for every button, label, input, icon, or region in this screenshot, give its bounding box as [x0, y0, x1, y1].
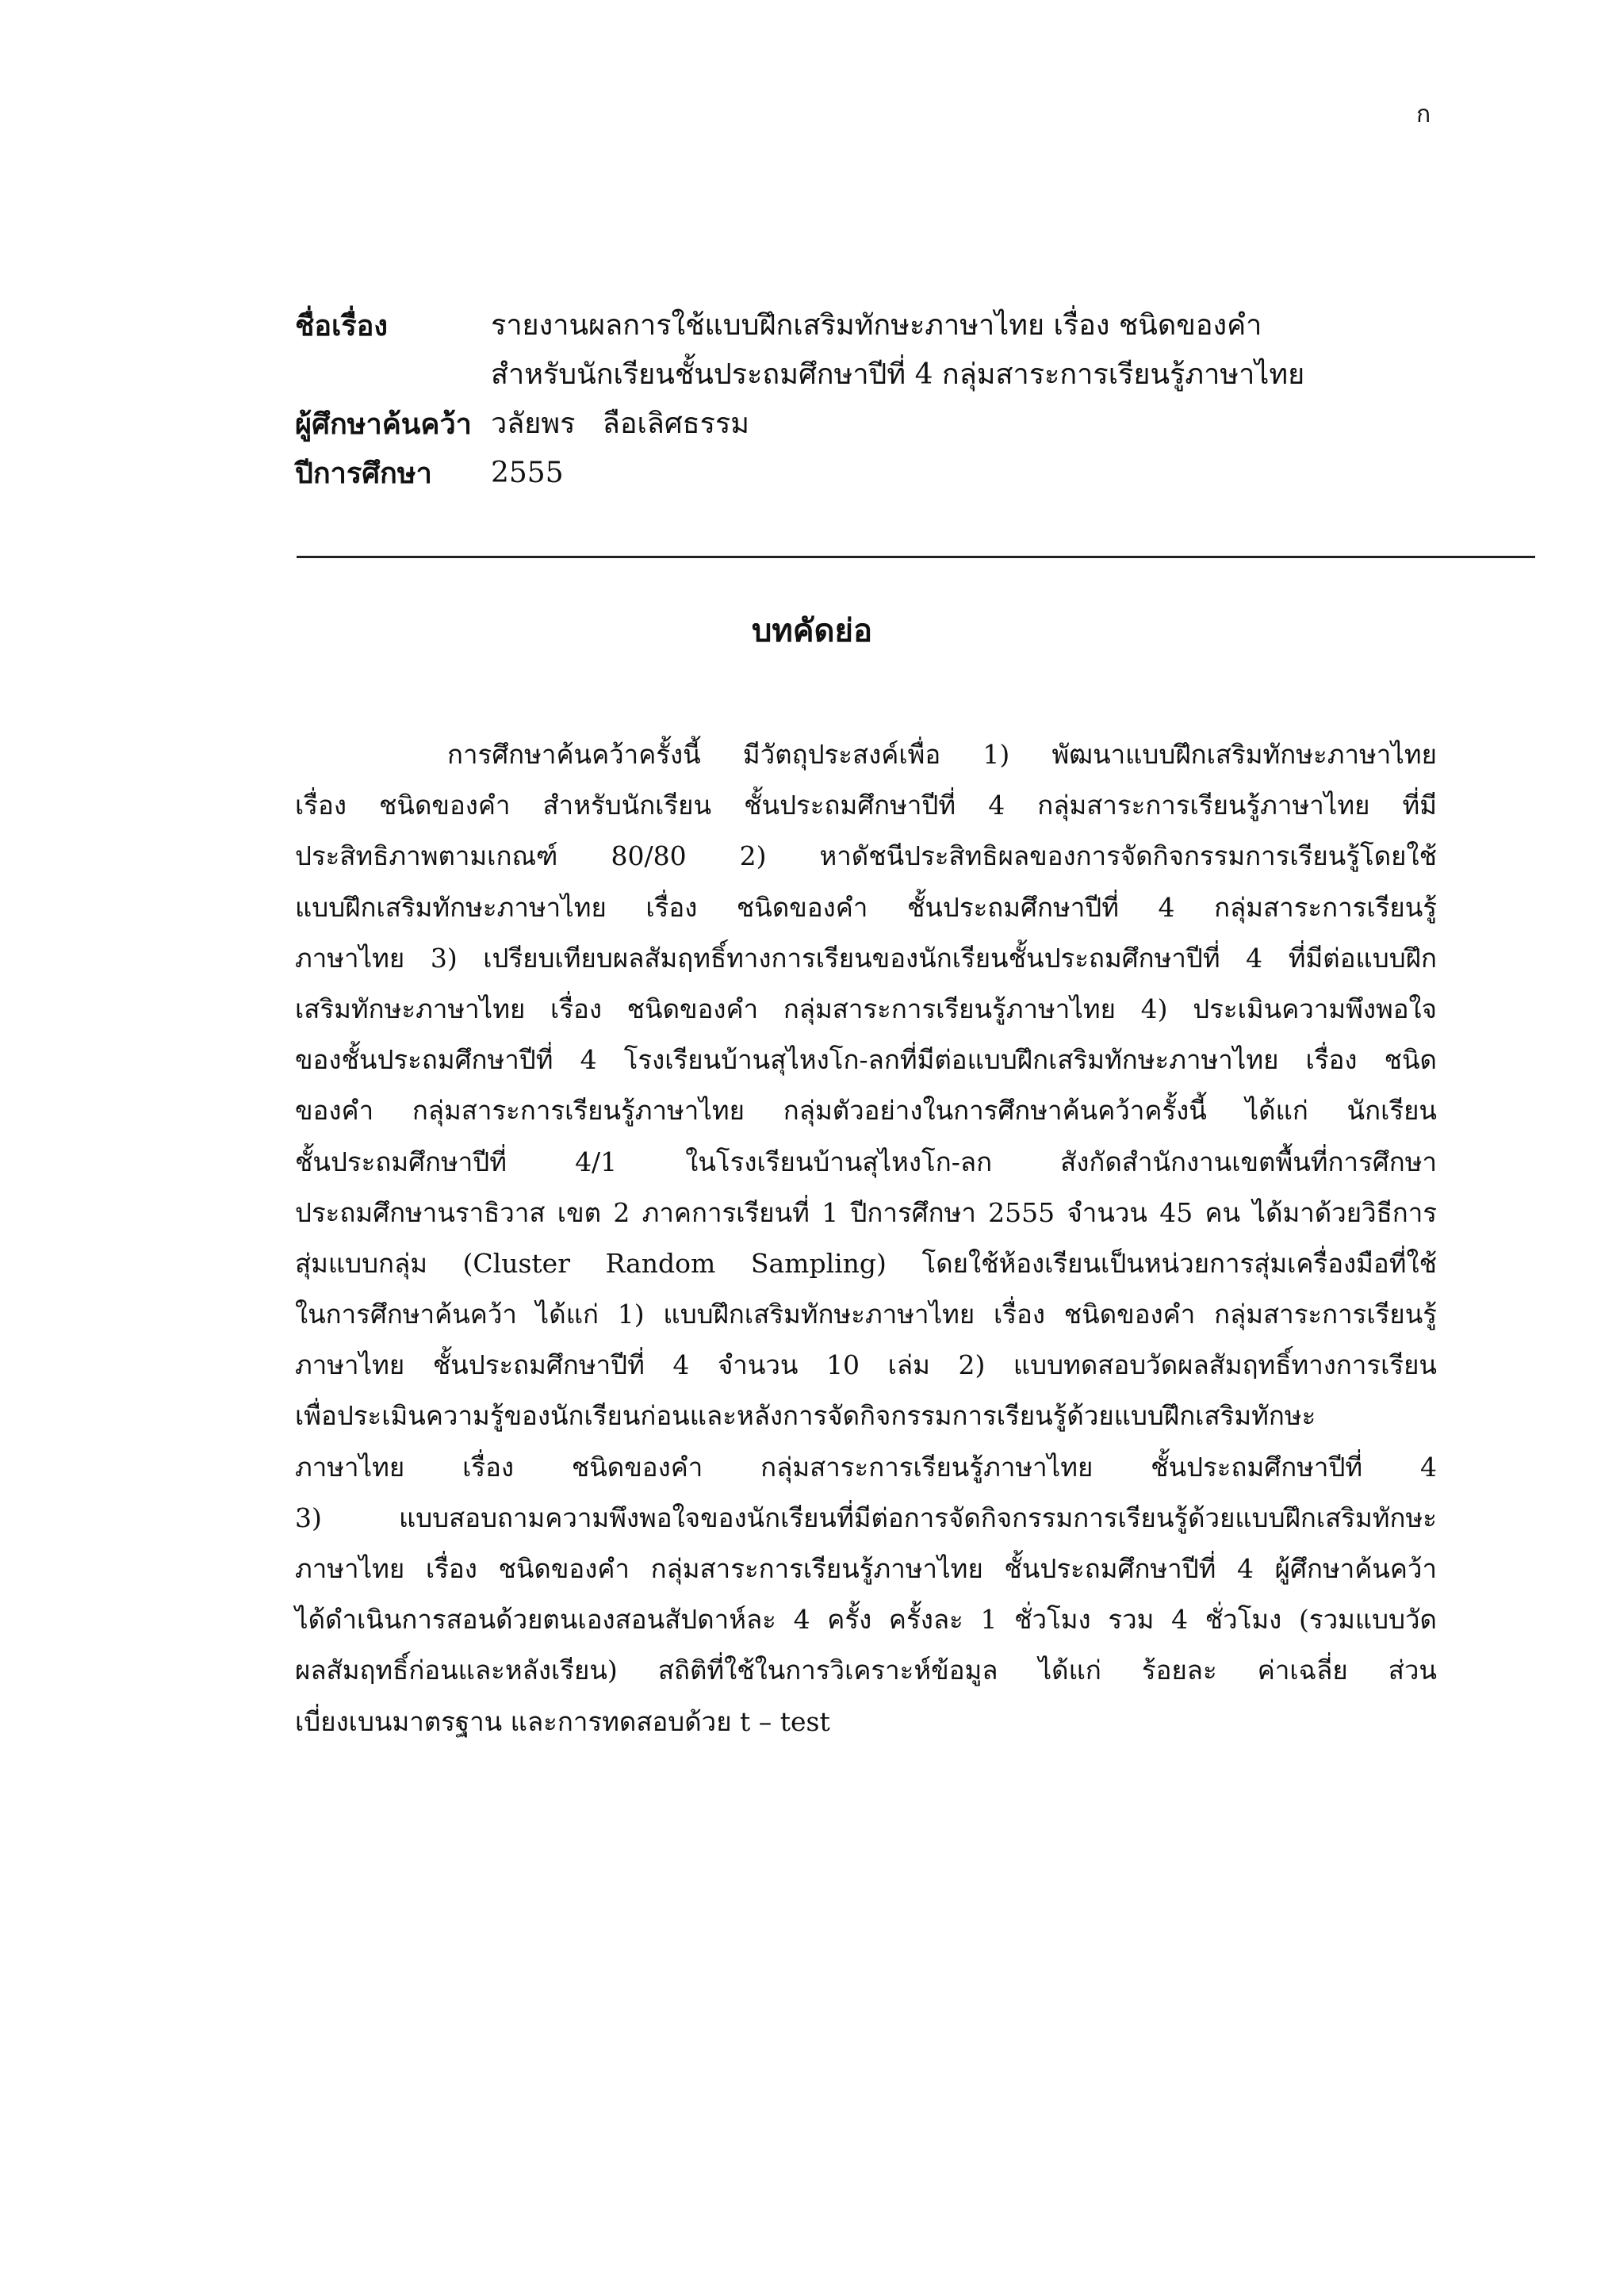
author-value: [491, 400, 1532, 449]
abstract-line: ของชั้นประถมศึกษาปีที่ 4 โรงเรียนบ้านสุไหงโก-ลกที่มีต่อแบบฝึกเสริมทักษะภาษาไทย เรื่อง ชนิด: [295, 1044, 1437, 1076]
abstract-line: ภาษาไทย เรื่อง ชนิดของคำ กลุ่มสาระการเรียนรู้ภาษาไทย ชั้นประถมศึกษาปีที่ 4 ผู้ศึกษาค้นคว้า: [295, 1553, 1437, 1584]
horizontal-divider: [297, 556, 1535, 558]
title-line: รายงานผลการใช้แบบฝึกเสริมทักษะภาษาไทย เรื่อง ชนิดของคำ: [491, 309, 1262, 342]
year-label: ปีการศึกษา: [295, 457, 432, 490]
author-name: วลัยพร ลือเลิศธรรม: [491, 408, 750, 440]
abstract-line: การศึกษาค้นคว้าครั้งนี้ มีวัตถุประสงค์เพื่อ 1) พัฒนาแบบฝึกเสริมทักษะภาษาไทย: [447, 739, 1437, 770]
abstract-line: ได้ดำเนินการสอนด้วยตนเองสอนสัปดาห์ละ 4 ครั้ง ครั้งละ 1 ชั่วโมง รวม 4 ชั่วโมง (รวมแบบวัด: [295, 1604, 1437, 1636]
abstract-line: ภาษาไทย เรื่อง ชนิดของคำ กลุ่มสาระการเรียนรู้ภาษาไทย ชั้นประถมศึกษาปีที่ 4: [295, 1451, 1437, 1483]
abstract-line: ประถมศึกษานราธิวาส เขต 2 ภาคการเรียนที่ 1 ปีการศึกษา 2555 จำนวน 45 คน ได้มาด้วยวิธีการ: [295, 1196, 1437, 1228]
abstract-line: เพื่อประเมินความรู้ของนักเรียนก่อนและหลังการจัดกิจกรรมการเรียนรู้ด้วยแบบฝึกเสริมทักษะ: [295, 1400, 1316, 1432]
abstract-line: ภาษาไทย ชั้นประถมศึกษาปีที่ 4 จำนวน 10 เล่ม 2) แบบทดสอบวัดผลสัมฤทธิ์ทางการเรียน: [295, 1349, 1437, 1381]
abstract-line: แบบฝึกเสริมทักษะภาษาไทย เรื่อง ชนิดของคำ ชั้นประถมศึกษาปีที่ 4 กลุ่มสาระการเรียนรู้: [295, 891, 1437, 923]
abstract-line: เรื่อง ชนิดของคำ สำหรับนักเรียน ชั้นประถมศึกษาปีที่ 4 กลุ่มสาระการเรียนรู้ภาษาไทย ที่มี: [295, 790, 1437, 821]
abstract-line: สุ่มแบบกลุ่ม (Cluster Random Sampling) โดยใช้ห้องเรียนเป็นหน่วยการสุ่มเครื่องมือที่ใช้: [295, 1247, 1437, 1279]
year-row: [295, 449, 1532, 498]
author-row: [295, 400, 1532, 449]
title-label: ชื่อเรื่อง: [295, 309, 388, 342]
title-value: [491, 301, 1532, 400]
abstract-line: ในการศึกษาค้นคว้า ได้แก่ 1) แบบฝึกเสริมทักษะภาษาไทย เรื่อง ชนิดของคำ กลุ่มสาระการเรียนรู้: [295, 1299, 1437, 1330]
abstract-line: ประสิทธิภาพตามเกณฑ์ 80/80 2) หาดัชนีประสิทธิผลของการจัดกิจกรรมการเรียนรู้โดยใช้: [295, 840, 1437, 872]
page-number: ก: [1416, 101, 1431, 128]
abstract-line: เสริมทักษะภาษาไทย เรื่อง ชนิดของคำ กลุ่มสาระการเรียนรู้ภาษาไทย 4) ประเมินความพึงพอใจ: [295, 993, 1437, 1024]
abstract-line: 3) แบบสอบถามความพึงพอใจของนักเรียนที่มีต่อการจัดกิจกรรมการเรียนรู้ด้วยแบบฝึกเสริมทักษะ: [295, 1502, 1437, 1533]
title-line: สำหรับนักเรียนชั้นประถมศึกษาปีที่ 4 กลุ่มสาระการเรียนรู้ภาษาไทย: [491, 358, 1305, 391]
abstract-line: ภาษาไทย 3) เปรียบเทียบผลสัมฤทธิ์ทางการเรียนของนักเรียนชั้นประถมศึกษาปีที่ 4 ที่มีต่อแบบฝึก: [295, 942, 1437, 974]
year-value: [491, 449, 1532, 498]
abstract-heading: บทคัดย่อ: [752, 612, 872, 649]
abstract-body: [295, 729, 1437, 1747]
abstract-line: ผลสัมฤทธิ์ก่อนและหลังเรียน) สถิติที่ใช้ในการวิเคราะห์ข้อมูล ได้แก่ ร้อยละ ค่าเฉลี่ย ส่วน: [295, 1655, 1437, 1686]
abstract-line: เบี่ยงเบนมาตรฐาน และการทดสอบด้วย t – test: [295, 1705, 830, 1737]
author-label: ผู้ศึกษาค้นคว้า: [295, 408, 472, 441]
document-metadata: [295, 301, 1532, 498]
title-row: [295, 301, 1532, 400]
abstract-line: ชั้นประถมศึกษาปีที่ 4/1 ในโรงเรียนบ้านสุไหงโก-ลก สังกัดสำนักงานเขตพื้นที่การศึกษา: [295, 1146, 1437, 1177]
academic-year: 2555: [491, 457, 564, 489]
abstract-line: ของคำ กลุ่มสาระการเรียนรู้ภาษาไทย กลุ่มตัวอย่างในการศึกษาค้นคว้าครั้งนี้ ได้แก่ นักเรียน: [295, 1095, 1437, 1127]
